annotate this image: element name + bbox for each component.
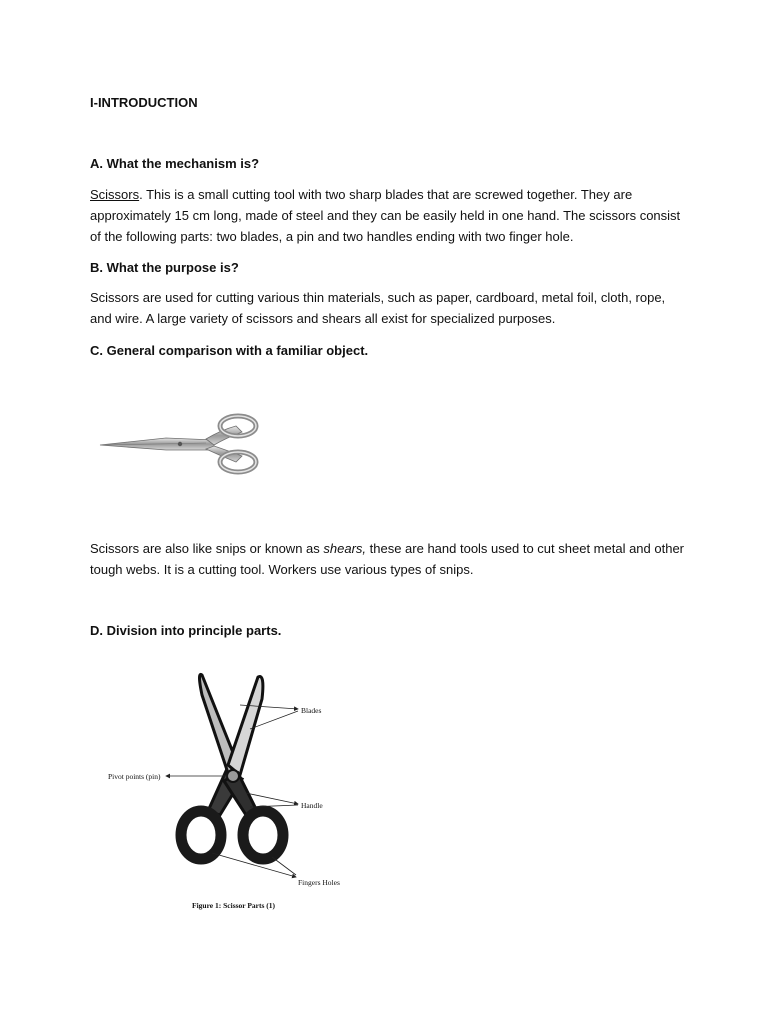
pivot-pin [227,770,239,782]
section-c-body-post: these are hand tools used to cut sheet metal and other tough webs. It is a cutting tool. Workers use various types of snips. [90,541,685,577]
handle-leader-lower [250,805,298,807]
section-a-title: A. What the mechanism is? [90,156,260,171]
figure-caption: Figure 1: Scissor Parts (1) [192,901,276,910]
left-finger-hole [181,811,221,859]
document-heading: I-INTRODUCTION [90,95,198,110]
section-c-paragraph [90,538,690,580]
holes-leader-right [272,857,296,875]
label-pivot: Pivot points (pin) [108,772,161,781]
label-blades: Blades [301,706,322,715]
section-b-paragraph: Scissors are used for cutting various thin materials, such as paper, cardboard, metal foil, cloth, rope, and wire. A large variety of scissors and shears all exist for specialized purposes. [90,290,666,326]
section-c-body-pre: Scissors are also like snips or known as [90,541,324,556]
scissors-photo [96,412,266,478]
scissor-parts-diagram [100,665,360,915]
section-d-title: D. Division into principle parts. [90,623,282,638]
section-b-title: B. What the purpose is? [90,260,239,275]
right-finger-hole [243,811,283,859]
label-handle: Handle [301,801,323,810]
label-finger-holes: Fingers Holes [298,878,340,887]
shears-term: shears, [323,541,367,556]
scissors-term: Scissors [90,187,140,202]
section-c-title: C. General comparison with a familiar object. [90,343,369,358]
section-a-body: . This is a small cutting tool with two sharp blades that are screwed together. They are approximately 15 cm long, made of steel and they can be easily held in one hand. The scissors consist of the following parts: two blades, a pin and two handles ending with two finger hole. [90,187,681,244]
section-a-paragraph [90,184,690,247]
